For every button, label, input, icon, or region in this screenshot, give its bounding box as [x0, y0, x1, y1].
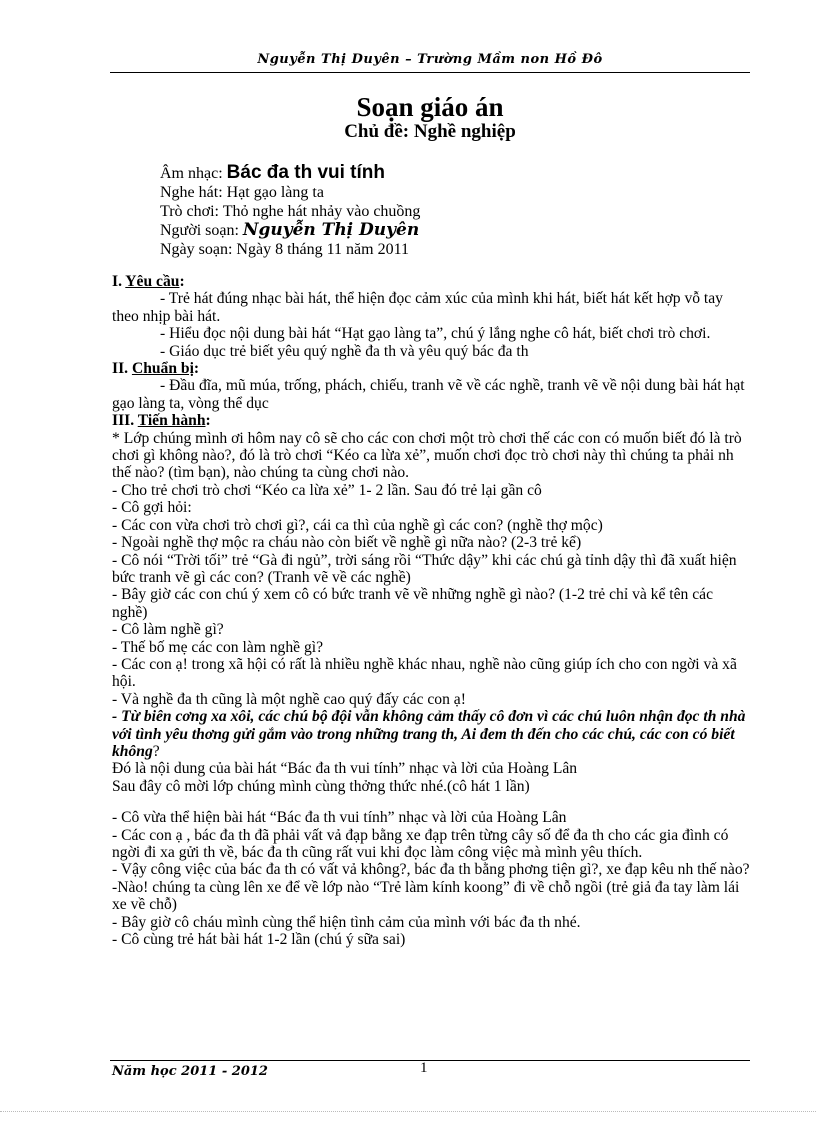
page-number: 1	[420, 1060, 428, 1076]
document-subtitle: Chủ đề: Nghề nghiệp	[344, 121, 516, 142]
body-line: - Cô vừa thể hiện bài hát “Bác đa th vui tính” nhạc và lời của Hoàng Lân	[112, 809, 567, 827]
body-line: - Các con ạ , bác đa th đã phải vất vả đạp bằng xe đạp trên từng cây số để đa th cho các gia đình có ngời đi xa gửi th về, bác đa th cũng rất vui khi đọc làm công việc mà mình yêu thích.	[112, 826, 729, 861]
section-colon: :	[179, 273, 185, 290]
author-row	[160, 221, 720, 240]
author-label: Người soạn:	[160, 222, 243, 239]
emphasis-text: - Từ biên cơng xa xôi, các chú bộ đội vẫn không cảm thấy cô đơn vì các chú luôn nhận đọc th nhà với tình yêu thơng gửi gắm vào trong những trang th, Ai đem th đến cho các chú, các con có biết không	[112, 708, 746, 760]
song-name: Bác đa th vui tính	[226, 162, 386, 183]
section-colon: :	[193, 360, 200, 378]
paragraph: - Giáo dục trẻ biết yêu quý nghề đa th và yêu quý bác đa th	[160, 342, 529, 360]
section-1-heading	[112, 273, 752, 290]
music-label: Âm nhạc:	[160, 165, 227, 182]
emphasis-end: ?	[152, 742, 160, 760]
body-line: - Thế bố mẹ các con làm nghề gì?	[112, 638, 324, 656]
section-number: II.	[112, 360, 132, 378]
music-row	[160, 163, 720, 183]
body-line: - Ngoài nghề thợ mộc ra cháu nào còn biết về nghề gì nữa nào? (2-3 trẻ kể)	[112, 534, 582, 552]
paragraph: - Trẻ hát đúng nhạc bài hát, thể hiện đọc cảm xúc của mình khi hát, biết hát kết hợp vỗ tay theo nhịp bài hát.	[112, 290, 723, 325]
listen-row: Nghe hát: Hạt gạo làng ta	[160, 184, 324, 201]
body-line: - Bây giờ các con chú ý xem cô có bức tranh vẽ về những nghề gì nào? (1-2 trẻ chỉ và kể tên các nghề)	[112, 586, 714, 621]
section-title: Yêu cầu	[125, 273, 180, 290]
body-line: - Bây giờ cô cháu mình cùng thể hiện tình cảm của mình với bác đa th nhé.	[112, 913, 581, 931]
body-line: Sau đây cô mời lớp chúng mình cùng thởng thức nhé.(cô hát 1 lần)	[112, 777, 530, 795]
body-line: - Cho trẻ chơi trò chơi “Kéo ca lừa xẻ” 1- 2 lần. Sau đó trẻ lại gần cô	[112, 481, 542, 499]
body-line: - Cô gợi hỏi:	[112, 499, 192, 517]
body-line: - Các con ạ! trong xã hội có rất là nhiều nghề khác nhau, nghề nào cũng giúp ích cho con ngời và xã hội.	[112, 655, 737, 691]
section-3-heading	[112, 412, 752, 429]
paragraph: - Hiểu đọc nội dung bài hát “Hạt gạo làng ta”, chú ý lắng nghe cô hát, biết chơi trò chơi.	[160, 325, 711, 343]
body-line: - Cô cùng trẻ hát bài hát 1-2 lần (chú ý sữa sai)	[112, 931, 406, 949]
author-name: Nguyễn Thị Duyên	[242, 220, 420, 240]
section-2-heading	[112, 360, 752, 377]
lesson-info	[160, 163, 720, 259]
spacer	[112, 795, 752, 809]
body-line: Đó là nội dung của bài hát “Bác đa th vui tính” nhạc và lời của Hoàng Lân	[112, 760, 578, 778]
header-rule	[110, 72, 750, 73]
page-header: Nguyễn Thị Duyên – Trường Mầm non Hồ Đô	[257, 52, 603, 67]
game-row: Trò chơi: Thỏ nghe hát nhảy vào chuồng	[160, 203, 421, 220]
section-number: III.	[112, 412, 138, 430]
document-body	[112, 273, 752, 948]
body-line: * Lớp chúng mình ơi hôm nay cô sẽ cho các con chơi một trò chơi thế các con có muốn biết đó là trò chơi gì không nào?, đó là trò chơi “Kéo ca lừa xẻ”, muốn chơi đọc trò chơi này thì chúng ta phải nh thế nào? (tìm bạn), nào chúng ta cùng chơi nào.	[112, 429, 742, 482]
date-row: Ngày soạn: Ngày 8 tháng 11 năm 2011	[160, 241, 409, 258]
section-colon: :	[205, 412, 211, 430]
footer-rule	[110, 1060, 750, 1061]
footer-school-year: Năm học 2011 - 2012	[112, 1064, 268, 1079]
document-title: Soạn giáo án	[356, 92, 504, 122]
body-line: - Vậy công việc của bác đa th có vất vả không?, bác đa th bằng phơng tiện gì?, xe đạp kêu nh thế nào?	[112, 861, 750, 879]
section-title: Tiến hành	[137, 412, 206, 430]
body-line: - Và nghề đa th cũng là một nghề cao quý đấy các con ạ!	[112, 690, 466, 708]
section-title: Chuẩn bị	[131, 360, 194, 378]
body-line: - Cô nói “Trời tối” trẻ “Gà đi ngủ”, trời sáng rồi “Thức dậy” khi các chú gà tỉnh dậy thì đã xuất hiện bức tranh vẽ gì các con? (Tranh vẽ về các nghề)	[112, 551, 737, 586]
body-line: -Nào! chúng ta cùng lên xe để về lớp nào “Trẻ làm kính koong” đi về chỗ ngồi (trẻ giả đa tay làm lái xe về chỗ)	[112, 878, 740, 914]
body-line: - Cô làm nghề gì?	[112, 621, 224, 639]
paragraph: - Đầu đĩa, mũ múa, trống, phách, chiếu, tranh vẽ về các nghề, tranh vẽ về nội dung bài hát hạt gạo làng ta, vòng thể dục	[112, 377, 745, 412]
body-line: - Các con vừa chơi trò chơi gì?, cái ca thì của nghề gì các con? (nghề thợ mộc)	[112, 516, 603, 534]
emphasis-paragraph	[112, 708, 752, 760]
page-border	[0, 1111, 816, 1112]
section-number: I.	[112, 273, 126, 290]
